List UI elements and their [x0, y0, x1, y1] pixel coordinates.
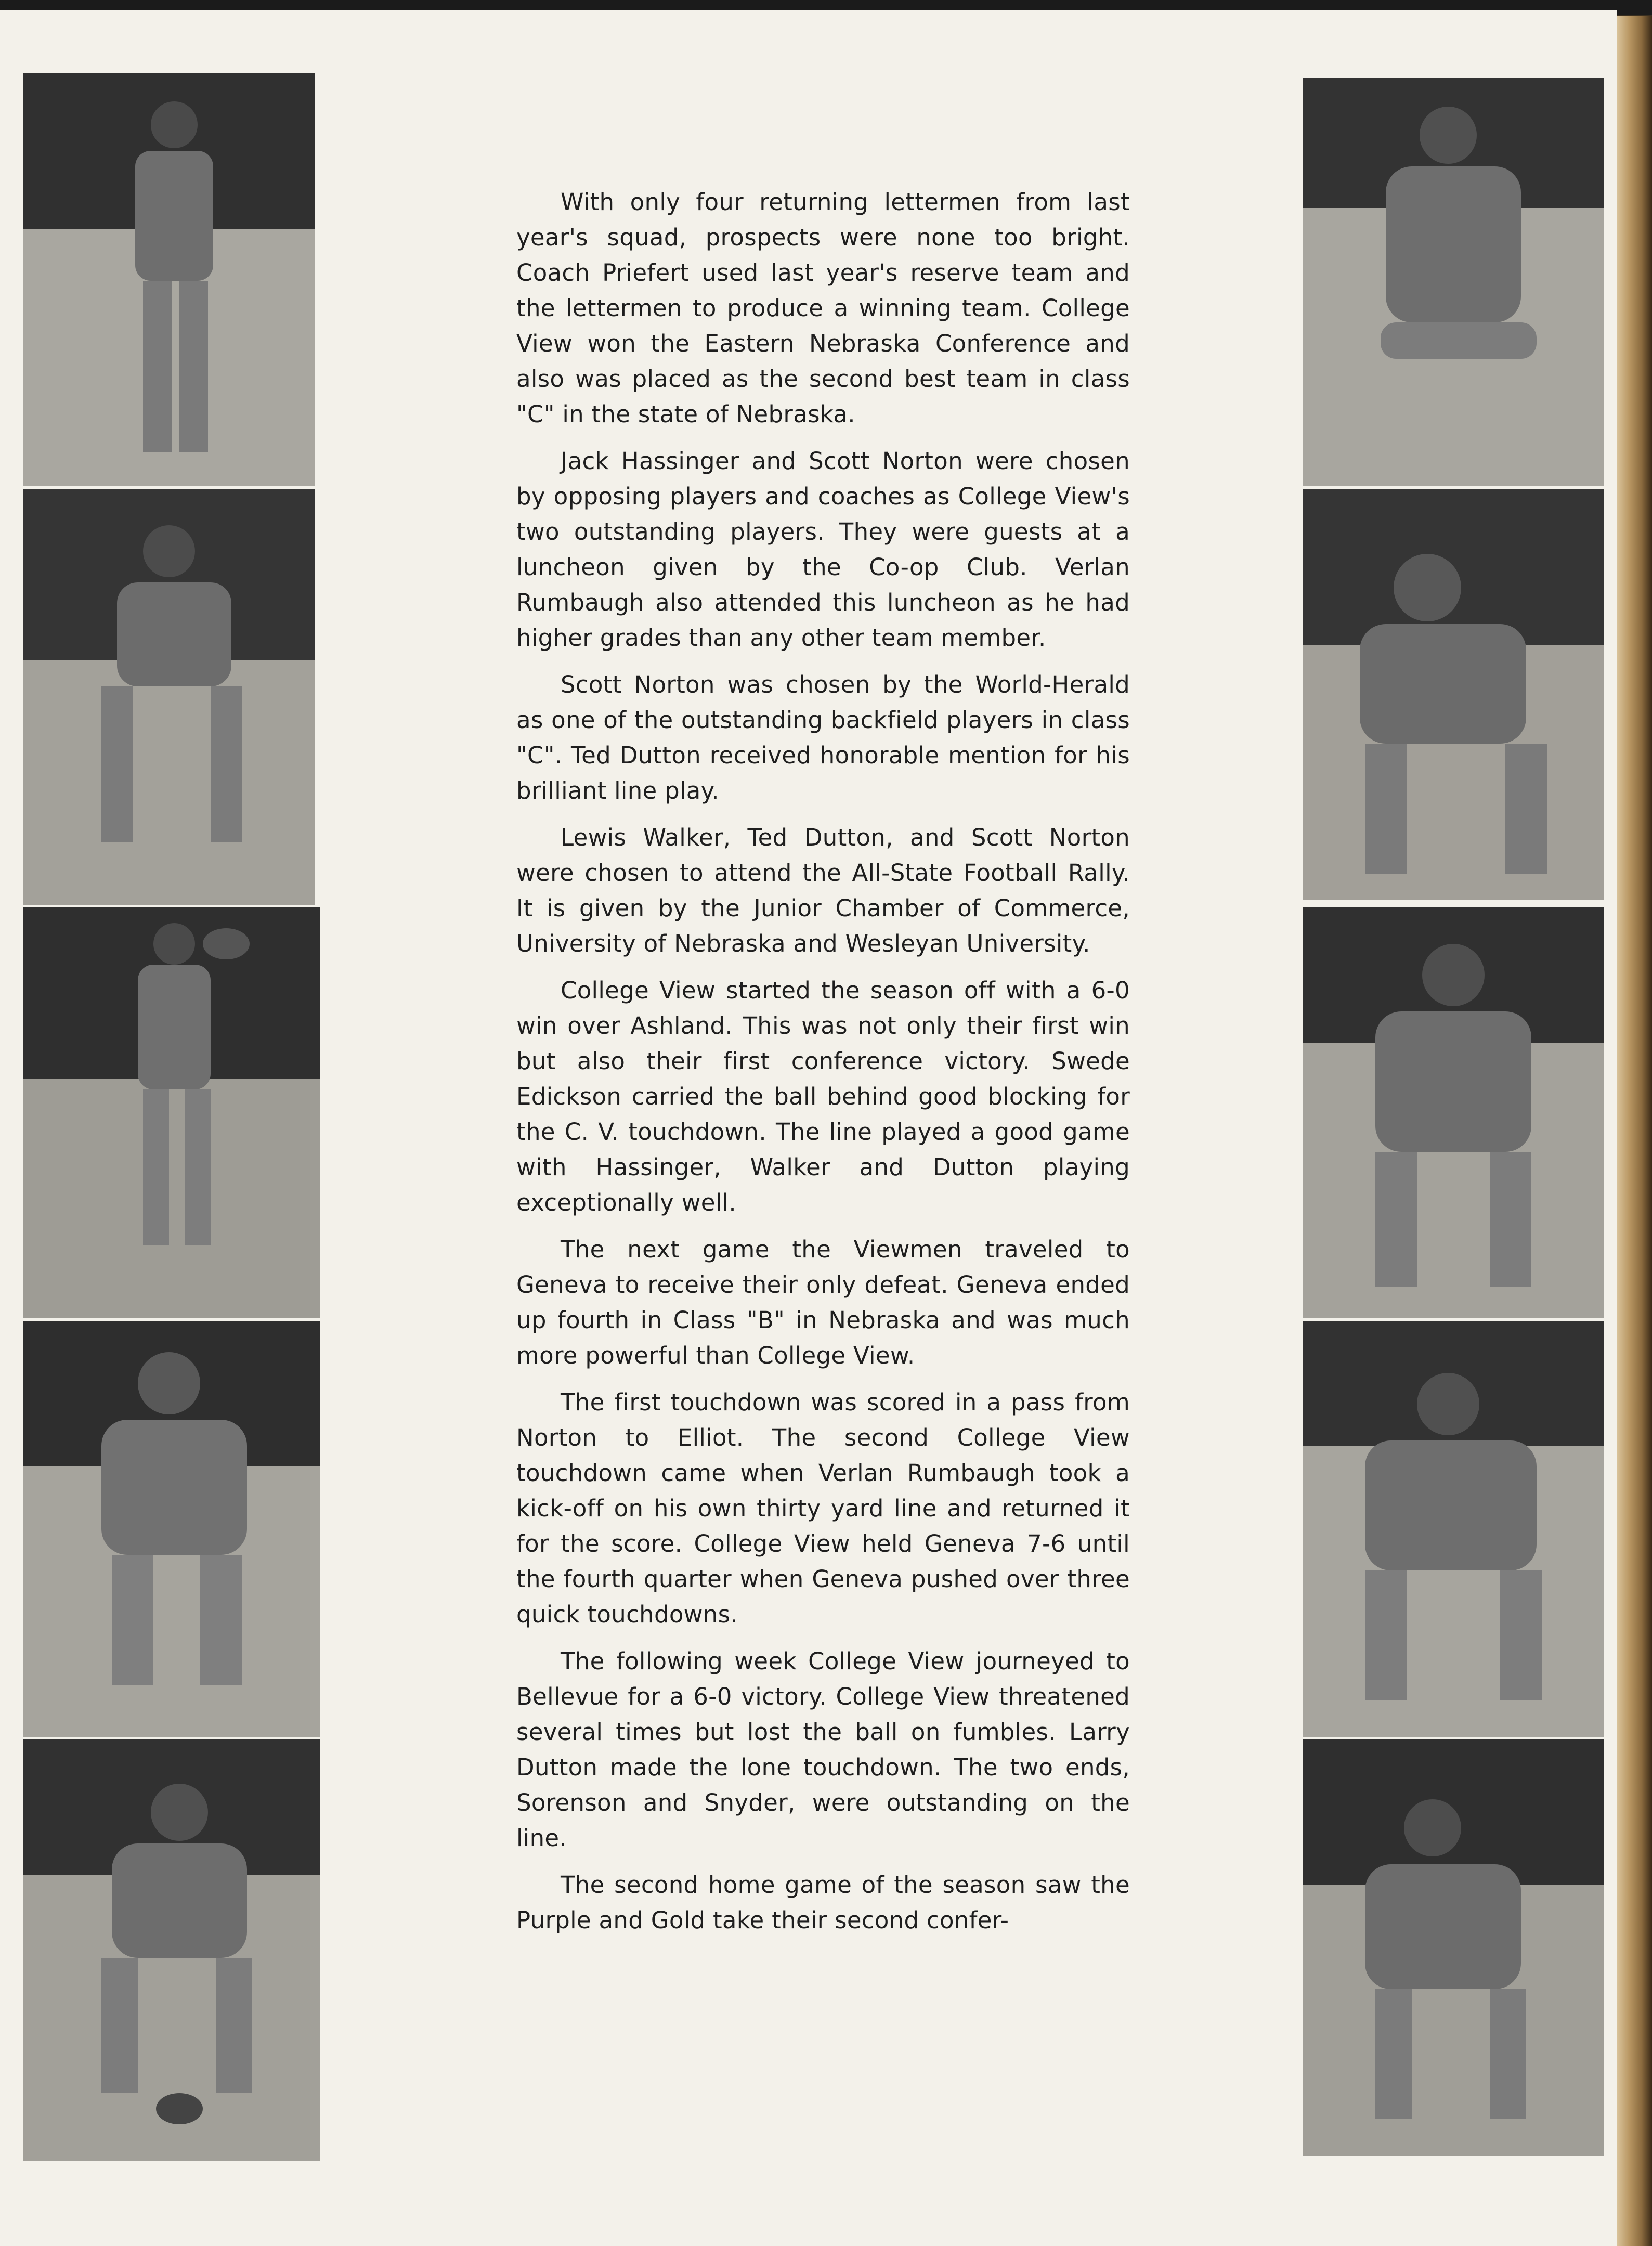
player-figure: [23, 489, 315, 905]
player-photo-left-2: [23, 489, 315, 905]
player-photo-right-4: [1303, 1321, 1604, 1737]
player-photo-right-1: [1303, 78, 1604, 486]
article-paragraph: College View started the season off with a 6-0 win over Ashland. This was not only their first win but also their first conference victory. Swede Edickson carried the ball behind good blocking for the C. V. touchdown. The line played a good game with Hassinger, Walker and Dutton playing exceptionally well.: [516, 977, 1130, 1216]
article-column: [516, 185, 1130, 1950]
article-paragraph: Lewis Walker, Ted Dutton, and Scott Norton were chosen to attend the All-State Football Rally. It is given by the Junior Chamber of Commerce, University of Nebraska and Wesleyan University.: [516, 824, 1130, 957]
player-photo-right-2: [1303, 489, 1604, 900]
player-figure: [23, 1739, 320, 2161]
player-figure: [23, 907, 320, 1318]
article-paragraph: The following week College View journeyed to Bellevue for a 6-0 victory. College View threatened several times but lost the ball on fumbles. Larry Dutton made the lone touchdown. The two ends, Sorenson and Snyder, were outstanding on the line.: [516, 1647, 1130, 1852]
player-figure: [23, 1321, 320, 1737]
article-paragraph: The first touchdown was scored in a pass from Norton to Elliot. The second College View touchdown came when Verlan Rumbaugh took a kick-off on his own thirty yard line and returned it for the score. College View held Geneva 7-6 until the fourth quarter when Geneva pushed over three quick touchdowns.: [516, 1388, 1130, 1628]
player-photo-left-4: [23, 1321, 320, 1737]
player-photo-left-1: [23, 73, 315, 486]
player-photo-right-5: [1303, 1739, 1604, 2156]
article-paragraph: The next game the Viewmen traveled to Geneva to receive their only defeat. Geneva ended up fourth in Class "B" in Nebraska and was much more powerful than College View.: [516, 1236, 1130, 1369]
player-figure: [1303, 1321, 1604, 1737]
book-spine-edge: [1617, 16, 1652, 2246]
player-photo-left-3: [23, 907, 320, 1318]
player-figure: [1303, 907, 1604, 1318]
player-figure: [1303, 78, 1604, 486]
article-paragraph: The second home game of the season saw the Purple and Gold take their second confer-: [516, 1871, 1130, 1934]
article-paragraph: With only four returning lettermen from last year's squad, prospects were none too bright. Coach Priefert used last year's reserve team and the lettermen to produce a winning team. College View won the Eastern Nebraska Conference and also was placed as the second best team in class "C" in the state of Nebraska.: [516, 188, 1130, 428]
article-paragraph: Jack Hassinger and Scott Norton were chosen by opposing players and coaches as College View's two outstanding players. They were guests at a luncheon given by the Co-op Club. Verlan Rumbaugh also attended this luncheon as he had higher grades than any other team member.: [516, 447, 1130, 652]
player-photo-right-3: [1303, 907, 1604, 1318]
player-photo-left-5: [23, 1739, 320, 2161]
article-paragraph: Scott Norton was chosen by the World-Herald as one of the outstanding backfield players in class "C". Ted Dutton received honorable mention for his brilliant line play.: [516, 671, 1130, 804]
player-figure: [1303, 489, 1604, 900]
player-figure: [23, 73, 315, 486]
player-figure: [1303, 1739, 1604, 2156]
